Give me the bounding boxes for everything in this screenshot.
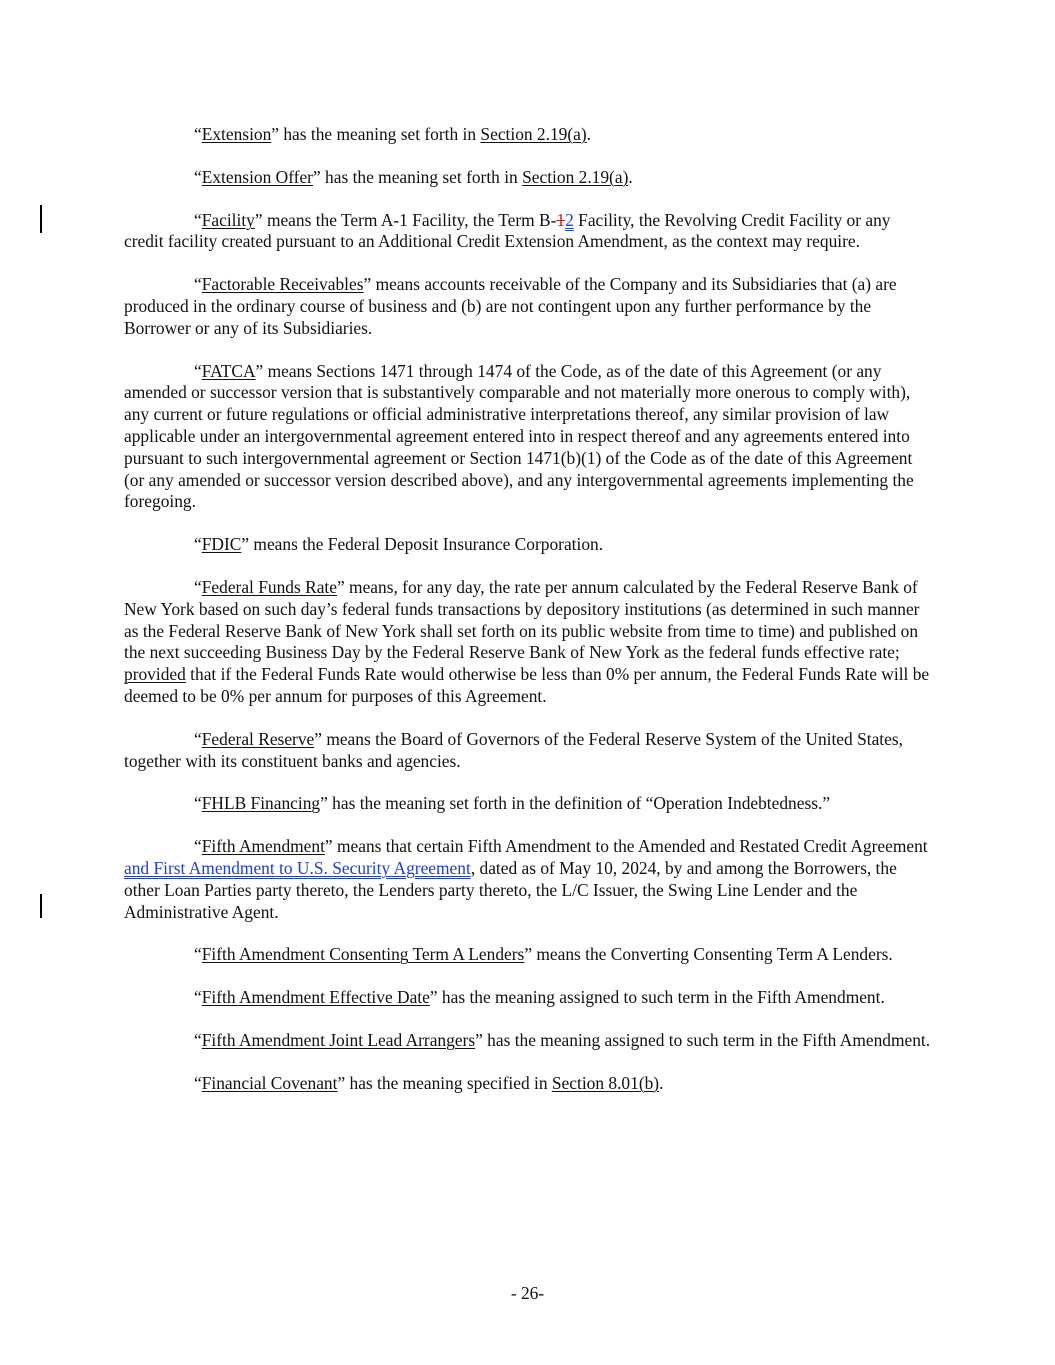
definition-financial-covenant: “Financial Covenant” has the meaning specified in Section 8.01(b). [194,1072,664,1093]
definitions-list [124,124,932,1116]
defined-term: Federal Funds Rate [201,576,337,597]
defined-term: Federal Reserve [201,728,315,749]
inserted-text: and First Amendment to U.S. Security Agreement [124,857,471,878]
definition-extension: “Extension” has the meaning set forth in Section 2.19(a). [194,124,592,144]
section-reference: Section 2.19(a) [480,124,587,144]
proviso-term: provided [124,664,186,685]
defined-term: Fifth Amendment Effective Date [201,987,430,1008]
change-bar-facility [40,205,42,233]
defined-term: Fifth Amendment Joint Lead Arrangers [201,1029,476,1050]
defined-term: Extension [201,124,272,144]
definition-federal-funds-rate: “Federal Funds Rate” means, for any day, the rate per annum calculated by the Federal Reserve Bank of New York based on such day’s federal funds transactions by depository institutions (as determined in such manner as the Federal Reserve Bank of New York shall set forth on its public website from time to time) and published on the next succeeding Business Day by the Federal Reserve Bank of New York as the federal funds effective rate; provided that if the Federal Funds Rate would otherwise be less than 0% per annum, the Federal Funds Rate will be deemed to be 0% per annum for purposes of this Agreement. [124,576,930,706]
inserted-text: 2 [565,209,574,230]
definition-fatca: “FATCA” means Sections 1471 through 1474 of the Code, as of the date of this Agreement (or any amended or successor version that is substantively comparable and not materially more onerous to comply with), any current or future regulations or official administrative interpretations thereof, any similar provision of law applicable under an intergovernmental agreement entered into in respect thereof and any agreements entered into pursuant to such intergovernmental agreement or Section 1471(b)(1) of the Code as of the date of this Agreement (or any amended or successor version described above), and any intergovernmental agreements implementing the foregoing. [124,360,914,512]
defined-term: FDIC [201,534,242,555]
defined-term: Fifth Amendment Consenting Term A Lenders [201,944,525,965]
section-reference: Section 2.19(a) [522,166,629,187]
section-reference: Section 8.01(b) [551,1072,660,1093]
defined-term: Financial Covenant [201,1072,338,1093]
deleted-text: 1 [556,209,566,230]
defined-term: Fifth Amendment [201,836,325,857]
definition-fifth-amendment: “Fifth Amendment” means that certain Fifth Amendment to the Amended and Restated Credit Agreement and First Amendment to U.S. Security Agreement, dated as of May 10, 2024, by and among the Borrowers, the other Loan Parties party thereto, the Lenders party thereto, the L/C Issuer, the Swing Line Lender and the Administrative Agent. [124,836,928,922]
definition-fifth-amendment-arrangers: “Fifth Amendment Joint Lead Arrangers” has the meaning assigned to such term in the Fifth Amendment. [194,1029,931,1050]
definition-factorable-receivables: “Factorable Receivables” means accounts receivable of the Company and its Subsidiaries that (a) are produced in the ordinary course of business and (b) are not contingent upon any further performance by the Borrower or any of its Subsidiaries. [124,274,897,338]
definition-fifth-amendment-consenting: “Fifth Amendment Consenting Term A Lenders” means the Converting Consenting Term A Lenders. [194,944,893,965]
defined-term: FATCA [201,360,256,381]
definition-facility: “Facility” means the Term A-1 Facility, the Term B-12 Facility, the Revolving Credit Facility or any credit facility created pursuant to an Additional Credit Extension Amendment, as the context may require. [124,209,891,252]
defined-term: Extension Offer [201,166,313,187]
definition-extension-offer: “Extension Offer” has the meaning set forth in Section 2.19(a). [194,166,633,187]
defined-term: Facility [201,209,255,230]
definition-fdic: “FDIC” means the Federal Deposit Insurance Corporation. [194,534,604,555]
defined-term: Factorable Receivables [201,274,364,295]
defined-term: FHLB Financing [201,793,321,814]
change-bar-fifth-amendment [40,894,42,918]
definition-fifth-amendment-effective-date: “Fifth Amendment Effective Date” has the meaning assigned to such term in the Fifth Amendment. [194,987,885,1008]
definition-fhlb-financing: “FHLB Financing” has the meaning set forth in the definition of “Operation Indebtedness.” [194,793,831,814]
page-number: - 26- [510,1283,545,1303]
definition-federal-reserve: “Federal Reserve” means the Board of Governors of the Federal Reserve System of the United States, together with its constituent banks and agencies. [124,728,903,771]
